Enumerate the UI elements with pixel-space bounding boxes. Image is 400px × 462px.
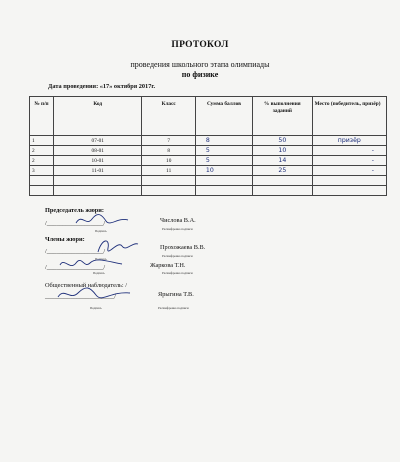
member1-handwritten-signature [92, 234, 142, 256]
header-sum: Сумма баллов [195, 97, 252, 136]
cell-pct: 25 [253, 166, 313, 176]
header-pct: % выполнения заданий [253, 97, 313, 136]
cell-num: 3 [30, 166, 54, 176]
member2-caption-decode: Расшифровка подписи [162, 271, 193, 275]
cell-empty [53, 176, 142, 186]
cell-pct: 10 [253, 146, 313, 156]
table-row [30, 166, 387, 176]
cell-num: 2 [30, 156, 54, 166]
cell-empty [53, 186, 142, 196]
header-class: Класс [142, 97, 195, 136]
cell-code: 11-01 [53, 166, 142, 176]
table-row [30, 146, 387, 156]
member1-caption-signature: Подпись [95, 257, 107, 261]
cell-empty [30, 176, 54, 186]
results-table [29, 96, 387, 196]
member2-sign-line: /__________________/ [45, 264, 106, 271]
cell-empty [312, 186, 386, 196]
cell-empty [195, 186, 252, 196]
cell-class: 7 [142, 136, 195, 146]
table-header-row [30, 97, 387, 136]
cell-empty [253, 186, 313, 196]
document-subject: по физике [181, 70, 219, 79]
cell-class: 11 [142, 166, 195, 176]
cell-empty [312, 176, 386, 186]
cell-place: призёр [312, 136, 386, 146]
cell-code: 08-01 [53, 146, 142, 156]
date-line: Дата проведения: «17» октября 2017г. [48, 83, 156, 90]
observer-name: Ярыгина Т.В. [158, 291, 194, 298]
observer-handwritten-signature [54, 283, 134, 305]
document-title: ПРОТОКОЛ [171, 40, 229, 50]
cell-place: - [312, 156, 386, 166]
chair-name: Числова В.А. [160, 217, 196, 224]
chair-caption-decode: Расшифровка подписи [162, 227, 193, 231]
table-row-empty [30, 176, 387, 186]
observer-label: Общественный наблюдатель: / [45, 282, 127, 289]
observer-caption-decode: Расшифровка подписи [158, 306, 189, 310]
cell-empty [195, 176, 252, 186]
cell-sum: 5 [195, 146, 252, 156]
cell-empty [253, 176, 313, 186]
cell-class: 8 [142, 146, 195, 156]
cell-num: 2 [30, 146, 54, 156]
cell-num: 1 [30, 136, 54, 146]
observer-caption-signature: Подпись [90, 306, 102, 310]
cell-place: - [312, 166, 386, 176]
header-num: № п/п [30, 97, 54, 136]
cell-sum: 5 [195, 156, 252, 166]
cell-empty [30, 186, 54, 196]
member2-name: Жаркова Т.Н. [150, 262, 186, 269]
cell-code: 07-01 [53, 136, 142, 146]
chair-sign-line: /__________________/ [45, 220, 106, 227]
table-row [30, 136, 387, 146]
header-code: Код [53, 97, 142, 136]
cell-place: - [312, 146, 386, 156]
cell-empty [142, 176, 195, 186]
table-row-empty [30, 186, 387, 196]
document-subtitle: проведения школьного этапа олимпиады [130, 60, 270, 69]
cell-empty [142, 186, 195, 196]
cell-class: 10 [142, 156, 195, 166]
cell-code: 10-01 [53, 156, 142, 166]
observer-label-text: Общественный наблюдатель: [45, 282, 124, 289]
cell-sum: 10 [195, 166, 252, 176]
member1-caption-decode: Расшифровка подписи [162, 254, 193, 258]
member2-caption-signature: Подпись [93, 271, 105, 275]
chair-caption-signature: Подпись [95, 229, 107, 233]
chair-label: Председатель жюри: [45, 207, 104, 214]
cell-sum: 8 [195, 136, 252, 146]
member1-name: Прохожаева В.В. [160, 244, 206, 251]
table-row [30, 156, 387, 166]
member1-sign-line: /__________________/ [45, 248, 106, 255]
cell-pct: 14 [253, 156, 313, 166]
member2-handwritten-signature [56, 255, 126, 273]
header-place: Место (победитель, призёр) [312, 97, 386, 136]
members-label: Члены жюри: [45, 236, 85, 243]
observer-sign-line: ______________________/ [45, 293, 117, 300]
cell-pct: 50 [253, 136, 313, 146]
chair-handwritten-signature [72, 211, 132, 229]
